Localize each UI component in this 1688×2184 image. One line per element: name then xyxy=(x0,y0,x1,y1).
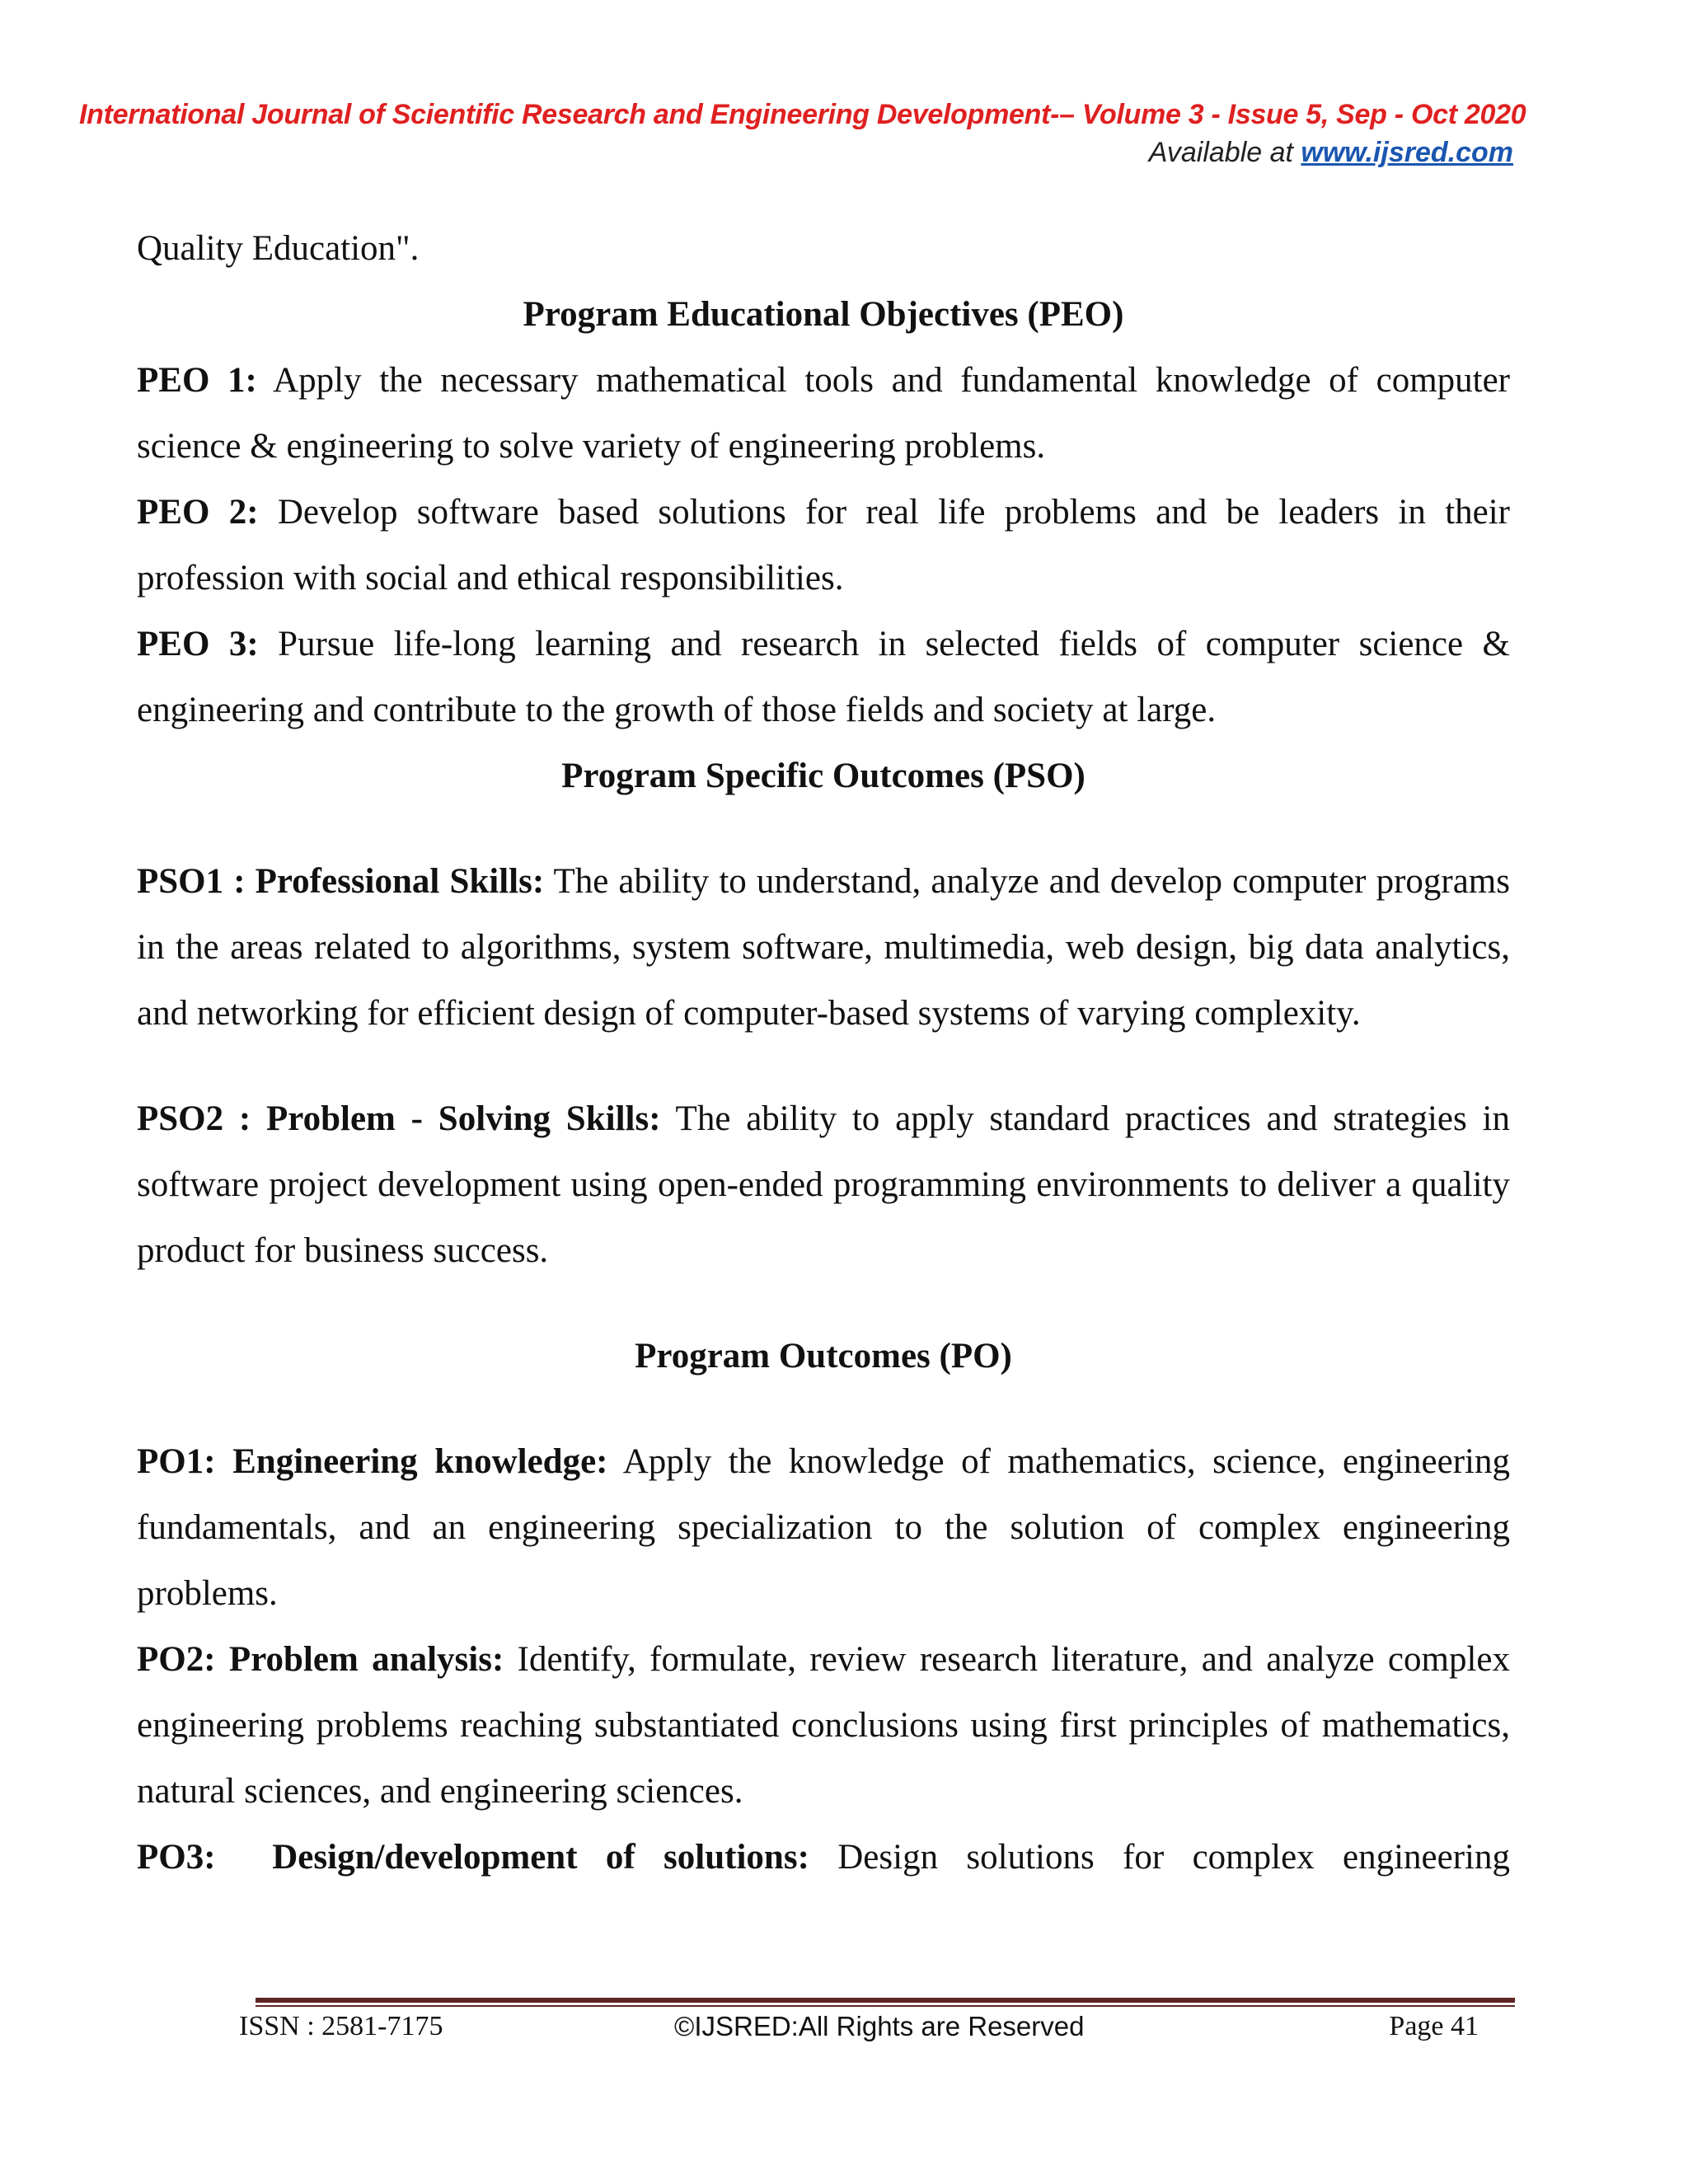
spacer xyxy=(137,1390,1510,1429)
spacer xyxy=(137,809,1510,849)
pso-label: PSO1 : Professional Skills: xyxy=(137,862,545,901)
po-item-1 xyxy=(137,1429,1510,1627)
peo-item-2 xyxy=(137,480,1510,612)
footer-divider-thin xyxy=(256,2005,1515,2007)
available-at-label: Available at xyxy=(1148,137,1301,168)
po-item-2 xyxy=(137,1627,1510,1825)
peo-text: Apply the necessary mathematical tools and fundamental knowledge of computer science & engineering to solve variety of engineering problems. xyxy=(137,361,1510,466)
po-text: Design solutions for complex engineering xyxy=(809,1838,1510,1877)
po-heading: Program Outcomes (PO) xyxy=(635,1337,1012,1376)
spacer xyxy=(137,1284,1510,1324)
peo-label: PEO 1: xyxy=(137,361,257,400)
footer-issn: ISSN : 2581-7175 xyxy=(239,2011,443,2041)
peo-item-3 xyxy=(137,612,1510,743)
po-label: PO2: Problem analysis: xyxy=(137,1640,504,1679)
pso-label: PSO2 : Problem - Solving Skills: xyxy=(137,1099,661,1138)
peo-label: PEO 2: xyxy=(137,493,259,532)
spacer xyxy=(137,1047,1510,1086)
page-body xyxy=(137,216,1510,1891)
footer-divider xyxy=(256,1998,1515,2003)
pso-heading: Program Specific Outcomes (PSO) xyxy=(561,757,1085,795)
journal-header-title: International Journal of Scientific Research and Engineering Development-– Volume 3 - Issue 5, Sep - Oct 2020 xyxy=(79,99,1526,130)
po-text: Identify, formulate, review research literature, and analyze complex engineering problems reaching substantiated conclusions using first principles of mathematics, natural sciences, and engineering sciences. xyxy=(137,1640,1510,1811)
footer-page-number: Page 41 xyxy=(1389,2011,1479,2041)
po-label: PO3: Design/development of solutions: xyxy=(137,1838,809,1877)
pso-item-1 xyxy=(137,849,1510,1047)
po-label: PO1: Engineering knowledge: xyxy=(137,1442,608,1481)
pso-text: The ability to understand, analyze and develop computer programs in the areas related to algorithms, system software, multimedia, web design, big data analytics, and networking for efficient design of computer-based systems of varying complexity. xyxy=(137,862,1510,1033)
footer-rights: ©IJSRED:All Rights are Reserved xyxy=(674,2011,1085,2041)
peo-label: PEO 3: xyxy=(137,625,259,663)
peo-text: Develop software based solutions for real life problems and be leaders in their profession with social and ethical responsibilities. xyxy=(137,493,1510,598)
peo-item-1 xyxy=(137,348,1510,480)
po-text: Apply the knowledge of mathematics, science, engineering fundamentals, and an engineering specialization to the solution of complex engineering problems. xyxy=(137,1442,1510,1613)
pso-item-2 xyxy=(137,1086,1510,1284)
journal-url-link[interactable]: www.ijsred.com xyxy=(1301,137,1513,168)
intro-fragment: Quality Education". xyxy=(137,229,420,268)
peo-text: Pursue life-long learning and research in selected fields of computer science & engineering and contribute to the growth of those fields and society at large. xyxy=(137,625,1511,729)
pso-text: The ability to apply standard practices and strategies in software project development using open-ended programming environments to deliver a quality product for business success. xyxy=(137,1099,1510,1270)
available-at-line xyxy=(1149,137,1513,169)
po-item-3 xyxy=(137,1825,1510,1891)
peo-heading: Program Educational Objectives (PEO) xyxy=(523,295,1124,334)
